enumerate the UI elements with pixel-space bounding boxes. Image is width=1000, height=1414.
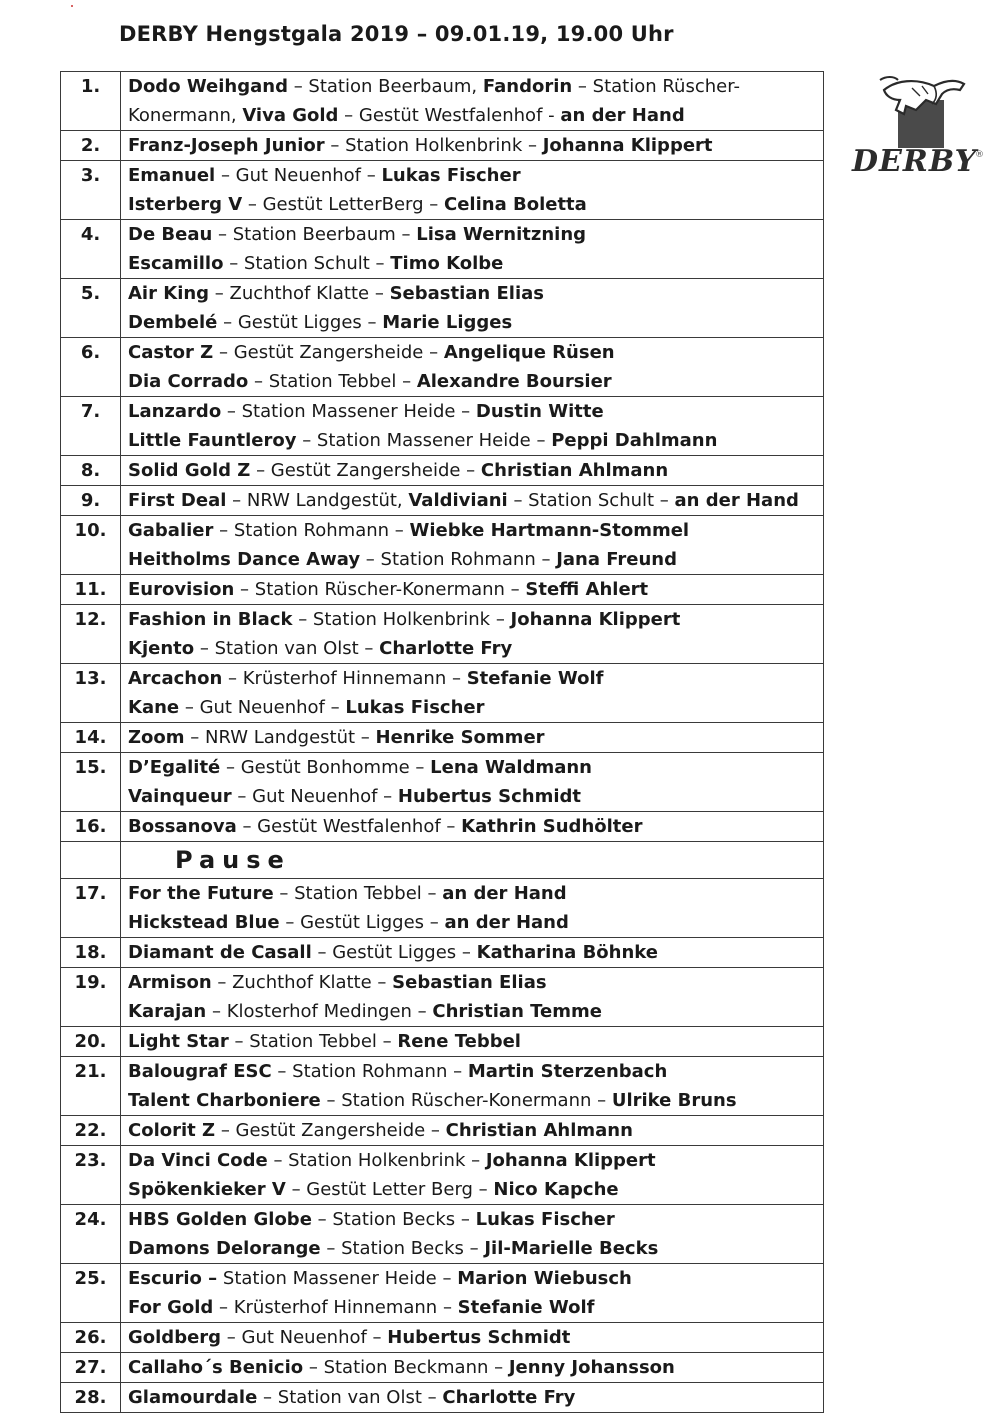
row-number: 24. <box>61 1205 121 1264</box>
entry-line <box>128 338 817 367</box>
row-number: 14. <box>61 723 121 753</box>
entry-bold-text: Marion Wiebusch <box>457 1268 632 1289</box>
entry-line <box>128 1293 817 1322</box>
entry-line <box>128 161 817 190</box>
pause-label: Pause <box>121 842 824 879</box>
entry-line <box>128 1205 817 1234</box>
program-row <box>61 220 824 279</box>
program-row <box>61 575 824 605</box>
entry-line <box>128 1175 817 1204</box>
entry-line <box>128 426 817 455</box>
entry-text: – Zuchthof Klatte – <box>209 283 390 304</box>
row-number: 3. <box>61 161 121 220</box>
entry-bold-text: Celina Boletta <box>444 194 587 215</box>
row-entries <box>121 486 824 516</box>
entry-text: – Krüsterhof Hinnemann – <box>222 668 467 689</box>
entry-bold-text: Arcachon <box>128 668 223 689</box>
entry-text: – Station Schult – <box>223 253 391 274</box>
entry-bold-text: Martin Sterzenbach <box>467 1061 668 1082</box>
row-entries <box>121 753 824 812</box>
entry-text: – Station Beerbaum – <box>212 224 417 245</box>
entry-bold-text: Kjento <box>128 638 195 659</box>
entry-text: – Gut Neuenhof – <box>215 165 382 186</box>
row-entries <box>121 968 824 1027</box>
entry-bold-text: Little Fauntleroy <box>128 430 297 451</box>
row-number: 15. <box>61 753 121 812</box>
program-row <box>61 338 824 397</box>
entry-bold-text: Stefanie Wolf <box>457 1297 595 1318</box>
entry-line <box>128 1027 817 1056</box>
entry-bold-text: Fashion in Black <box>128 609 293 630</box>
entry-bold-text: Castor Z <box>128 342 214 363</box>
entry-bold-text: Hubertus Schmidt <box>387 1327 571 1348</box>
entry-bold-text: Emanuel <box>128 165 216 186</box>
program-row <box>61 968 824 1027</box>
entry-bold-text: an der Hand <box>444 912 569 933</box>
row-number: 16. <box>61 812 121 842</box>
entry-bold-text: Christian Temme <box>432 1001 602 1022</box>
program-row <box>61 812 824 842</box>
program-row <box>61 1264 824 1323</box>
entry-bold-text: Christian Ahlmann <box>480 460 669 481</box>
entry-bold-text: Glamourdale <box>128 1387 258 1408</box>
program-row <box>61 72 824 131</box>
program-row <box>61 605 824 664</box>
entry-text: – Gestüt Letter Berg – <box>285 1179 494 1200</box>
row-entries <box>121 1146 824 1205</box>
entry-line <box>128 101 817 130</box>
entry-bold-text: Goldberg <box>128 1327 222 1348</box>
registered-mark: ® <box>975 150 984 160</box>
row-entries <box>121 938 824 968</box>
program-row <box>61 516 824 575</box>
entry-bold-text: D’Egalité <box>128 757 221 778</box>
row-number: 22. <box>61 1116 121 1146</box>
program-table <box>60 71 824 1413</box>
entry-text: – Gestüt Westfalenhof - <box>338 105 561 126</box>
entry-line <box>128 634 817 663</box>
entry-line <box>128 968 817 997</box>
entry-bold-text: Solid Gold Z <box>128 460 251 481</box>
entry-text: – Klosterhof Medingen – <box>206 1001 433 1022</box>
entry-line <box>128 279 817 308</box>
entry-text: – Station Rohmann – <box>213 520 410 541</box>
scan-speck <box>71 5 73 7</box>
entry-bold-text: Eurovision <box>128 579 235 600</box>
entry-text: Station Massener Heide – <box>217 1268 458 1289</box>
row-number: 10. <box>61 516 121 575</box>
entry-text: – Gut Neuenhof – <box>231 786 398 807</box>
entry-bold-text: an der Hand <box>442 883 567 904</box>
program-row <box>61 161 824 220</box>
row-number: 17. <box>61 879 121 938</box>
row-entries <box>121 279 824 338</box>
entry-bold-text: Hubertus Schmidt <box>397 786 582 807</box>
row-entries <box>121 1353 824 1383</box>
entry-bold-text: Charlotte Fry <box>379 638 513 659</box>
entry-bold-text: Katharina Böhnke <box>476 942 658 963</box>
entry-text: Konermann, <box>128 105 243 126</box>
entry-line <box>128 516 817 545</box>
entry-bold-text: Steffi Ahlert <box>525 579 649 600</box>
row-number: 2. <box>61 131 121 161</box>
entry-text: – Station Schult – <box>507 490 675 511</box>
entry-bold-text: Dustin Witte <box>475 401 604 422</box>
entry-text: – Station Rohmann – <box>360 549 557 570</box>
entry-text: – Station Rüscher- <box>572 76 740 97</box>
row-number: 13. <box>61 664 121 723</box>
entry-bold-text: Bossanova <box>128 816 237 837</box>
entry-line <box>128 1116 817 1145</box>
row-number: 20. <box>61 1027 121 1057</box>
entry-bold-text: Lena Waldmann <box>430 757 592 778</box>
row-entries <box>121 338 824 397</box>
entry-line <box>128 1323 817 1352</box>
program-row <box>61 1027 824 1057</box>
entry-bold-text: Ulrike Bruns <box>611 1090 737 1111</box>
entry-line <box>128 456 817 485</box>
row-number: 8. <box>61 456 121 486</box>
entry-bold-text: Franz-Joseph Junior <box>128 135 325 156</box>
entry-bold-text: Isterberg V <box>128 194 243 215</box>
entry-bold-text: Heitholms Dance Away <box>128 549 361 570</box>
entry-text: – Station Holkenbrink – <box>267 1150 486 1171</box>
entry-bold-text: Balougraf ESC <box>128 1061 272 1082</box>
entry-text: – Gestüt Ligges – <box>311 942 477 963</box>
row-number: 9. <box>61 486 121 516</box>
entry-text: – Gestüt Zangersheide – <box>250 460 481 481</box>
pause-row <box>61 842 824 879</box>
row-entries <box>121 664 824 723</box>
entry-bold-text: Wiebke Hartmann-Stommel <box>409 520 690 541</box>
entry-text: – Station van Olst – <box>257 1387 443 1408</box>
entry-text: – Station Massener Heide – <box>221 401 476 422</box>
program-row <box>61 1116 824 1146</box>
row-entries <box>121 1057 824 1116</box>
entry-bold-text: Stefanie Wolf <box>466 668 604 689</box>
row-number: 18. <box>61 938 121 968</box>
program-row <box>61 456 824 486</box>
entry-line <box>128 812 817 841</box>
entry-bold-text: Colorit Z <box>128 1120 216 1141</box>
entry-bold-text: HBS Golden Globe <box>128 1209 312 1230</box>
entry-text: – NRW Landgestüt – <box>184 727 376 748</box>
entry-text: – Gestüt Westfalenhof – <box>236 816 462 837</box>
entry-bold-text: an der Hand <box>674 490 799 511</box>
entry-line <box>128 486 817 515</box>
row-entries <box>121 605 824 664</box>
entry-text: – Gestüt Zangersheide – <box>215 1120 446 1141</box>
entry-text: – Station Becks – <box>320 1238 485 1259</box>
program-row <box>61 1057 824 1116</box>
entry-bold-text: Nico Kapche <box>493 1179 619 1200</box>
row-number: 4. <box>61 220 121 279</box>
entry-bold-text: Johanna Klippert <box>510 609 681 630</box>
entry-line <box>128 249 817 278</box>
entry-text: – Station Massener Heide – <box>296 430 552 451</box>
row-number: 27. <box>61 1353 121 1383</box>
entry-bold-text: Air King <box>128 283 210 304</box>
entry-bold-text: Callaho´s Benicio <box>128 1357 304 1378</box>
entry-text: – Station Rohmann – <box>271 1061 468 1082</box>
entry-text: – Gestüt LetterBerg – <box>242 194 444 215</box>
entry-text: – Station Rüscher-Konermann – <box>320 1090 612 1111</box>
row-number: 25. <box>61 1264 121 1323</box>
entry-text: – Gestüt Zangersheide – <box>213 342 444 363</box>
entry-line <box>128 938 817 967</box>
entry-bold-text: Damons Delorange <box>128 1238 321 1259</box>
entry-bold-text: Marie Ligges <box>382 312 513 333</box>
row-entries <box>121 397 824 456</box>
program-row <box>61 879 824 938</box>
program-row <box>61 1383 824 1413</box>
entry-bold-text: Kathrin Sudhölter <box>461 816 643 837</box>
program-row <box>61 753 824 812</box>
row-number: 21. <box>61 1057 121 1116</box>
entry-bold-text: Henrike Sommer <box>375 727 545 748</box>
entry-line <box>128 1086 817 1115</box>
entry-line <box>128 575 817 604</box>
entry-bold-text: an der Hand <box>560 105 685 126</box>
entry-bold-text: For the Future <box>128 883 274 904</box>
entry-bold-text: Lukas Fischer <box>345 697 485 718</box>
entry-bold-text: Lukas Fischer <box>475 1209 615 1230</box>
entry-line <box>128 1353 817 1382</box>
program-row <box>61 397 824 456</box>
entry-text: – Krüsterhof Hinnemann – <box>213 1297 458 1318</box>
entry-bold-text: Sebastian Elias <box>389 283 544 304</box>
row-number: 7. <box>61 397 121 456</box>
entry-line <box>128 879 817 908</box>
entry-bold-text: Johanna Klippert <box>542 135 713 156</box>
entry-text: – Gut Neuenhof – <box>179 697 346 718</box>
entry-line <box>128 397 817 426</box>
program-row <box>61 486 824 516</box>
entry-text: – Station Rüscher-Konermann – <box>234 579 526 600</box>
row-entries <box>121 220 824 279</box>
entry-bold-text: Lisa Wernitzning <box>416 224 587 245</box>
entry-bold-text: Timo Kolbe <box>390 253 504 274</box>
entry-bold-text: Escurio – <box>128 1268 218 1289</box>
entry-text: – Station van Olst – <box>194 638 380 659</box>
pause-number-cell <box>61 842 121 879</box>
entry-text: – NRW Landgestüt, <box>226 490 409 511</box>
row-number: 6. <box>61 338 121 397</box>
row-entries <box>121 131 824 161</box>
entry-text: – Station Tebbel – <box>248 371 417 392</box>
entry-text: – Station Beerbaum, <box>287 76 483 97</box>
row-number: 5. <box>61 279 121 338</box>
entry-bold-text: Armison <box>128 972 212 993</box>
entry-text: – Gestüt Bonhomme – <box>220 757 431 778</box>
entry-line <box>128 1146 817 1175</box>
entry-line <box>128 190 817 219</box>
entry-bold-text: Christian Ahlmann <box>445 1120 633 1141</box>
entry-bold-text: Valdiviani <box>408 490 508 511</box>
entry-text: – Gestüt Ligges – <box>279 912 445 933</box>
row-entries <box>121 456 824 486</box>
entry-line <box>128 782 817 811</box>
entry-text: – Station Holkenbrink – <box>292 609 511 630</box>
entry-bold-text: For Gold <box>128 1297 214 1318</box>
entry-bold-text: Zoom <box>128 727 185 748</box>
entry-text: – Station Tebbel – <box>228 1031 398 1052</box>
row-entries <box>121 1323 824 1353</box>
page-title: DERBY Hengstgala 2019 – 09.01.19, 19.00 Uhr <box>119 22 674 46</box>
entry-line <box>128 753 817 782</box>
entry-line <box>128 1057 817 1086</box>
entry-bold-text: Light Star <box>128 1031 229 1052</box>
entry-bold-text: De Beau <box>128 224 213 245</box>
entry-bold-text: Angelique Rüsen <box>443 342 615 363</box>
entry-text: – Station Becks – <box>311 1209 476 1230</box>
entry-line <box>128 131 817 160</box>
entry-bold-text: Da Vinci Code <box>128 1150 268 1171</box>
entry-line <box>128 693 817 722</box>
row-entries <box>121 516 824 575</box>
entry-line <box>128 545 817 574</box>
entry-text: – Station Holkenbrink – <box>324 135 543 156</box>
entry-line <box>128 367 817 396</box>
entry-bold-text: Lukas Fischer <box>381 165 521 186</box>
program-row <box>61 1323 824 1353</box>
entry-text: – Gut Neuenhof – <box>221 1327 388 1348</box>
entry-bold-text: First Deal <box>128 490 227 511</box>
row-number: 11. <box>61 575 121 605</box>
entry-bold-text: Jil-Marielle Becks <box>484 1238 659 1259</box>
program-row <box>61 1353 824 1383</box>
entry-bold-text: Spökenkieker V <box>128 1179 286 1200</box>
row-number: 1. <box>61 72 121 131</box>
entry-bold-text: Diamant de Casall <box>128 942 312 963</box>
row-entries <box>121 72 824 131</box>
program-row <box>61 1205 824 1264</box>
entry-bold-text: Alexandre Boursier <box>416 371 612 392</box>
program-row <box>61 131 824 161</box>
entry-bold-text: Viva Gold <box>242 105 339 126</box>
entry-bold-text: Sebastian Elias <box>392 972 547 993</box>
program-row <box>61 938 824 968</box>
entry-bold-text: Johanna Klippert <box>485 1150 656 1171</box>
row-entries <box>121 879 824 938</box>
entry-bold-text: Vainqueur <box>128 786 232 807</box>
program-row <box>61 279 824 338</box>
entry-line <box>128 664 817 693</box>
entry-line <box>128 1383 817 1412</box>
row-entries <box>121 161 824 220</box>
entry-bold-text: Dodo Weihgand <box>128 76 288 97</box>
row-entries <box>121 575 824 605</box>
entry-line <box>128 908 817 937</box>
row-entries <box>121 1027 824 1057</box>
entry-line <box>128 723 817 752</box>
entry-line <box>128 1264 817 1293</box>
program-body <box>61 72 824 1413</box>
horse-logo-icon <box>876 70 968 152</box>
row-number: 23. <box>61 1146 121 1205</box>
entry-bold-text: Jana Freund <box>556 549 678 570</box>
entry-text: – Station Beckmann – <box>303 1357 509 1378</box>
derby-logo <box>848 70 988 185</box>
program-row <box>61 1146 824 1205</box>
entry-text: – Gestüt Ligges – <box>217 312 383 333</box>
entry-bold-text: Talent Charboniere <box>128 1090 321 1111</box>
entry-line <box>128 220 817 249</box>
row-entries <box>121 723 824 753</box>
entry-bold-text: Gabalier <box>128 520 214 541</box>
program-row <box>61 723 824 753</box>
entry-bold-text: Lanzardo <box>128 401 222 422</box>
row-entries <box>121 1264 824 1323</box>
row-number: 12. <box>61 605 121 664</box>
entry-bold-text: Hickstead Blue <box>128 912 280 933</box>
entry-bold-text: Jenny Johansson <box>508 1357 675 1378</box>
program-row <box>61 664 824 723</box>
entry-line <box>128 308 817 337</box>
row-entries <box>121 1383 824 1413</box>
entry-bold-text: Dia Corrado <box>128 371 249 392</box>
entry-bold-text: Kane <box>128 697 180 718</box>
entry-bold-text: Escamillo <box>128 253 224 274</box>
entry-bold-text: Peppi Dahlmann <box>551 430 718 451</box>
entry-bold-text: Fandorin <box>482 76 573 97</box>
row-number: 26. <box>61 1323 121 1353</box>
entry-text: – Station Tebbel – <box>273 883 443 904</box>
entry-line <box>128 997 817 1026</box>
entry-bold-text: Karajan <box>128 1001 207 1022</box>
entry-line <box>128 1234 817 1263</box>
row-entries <box>121 812 824 842</box>
entry-text: – Zuchthof Klatte – <box>211 972 393 993</box>
entry-bold-text: Rene Tebbel <box>397 1031 521 1052</box>
entry-bold-text: Charlotte Fry <box>442 1387 576 1408</box>
row-number: 28. <box>61 1383 121 1413</box>
logo-wordmark: DERBY <box>852 144 978 179</box>
entry-bold-text: Dembelé <box>128 312 218 333</box>
row-entries <box>121 1116 824 1146</box>
entry-line <box>128 72 817 101</box>
entry-line <box>128 605 817 634</box>
row-number: 19. <box>61 968 121 1027</box>
row-entries <box>121 1205 824 1264</box>
